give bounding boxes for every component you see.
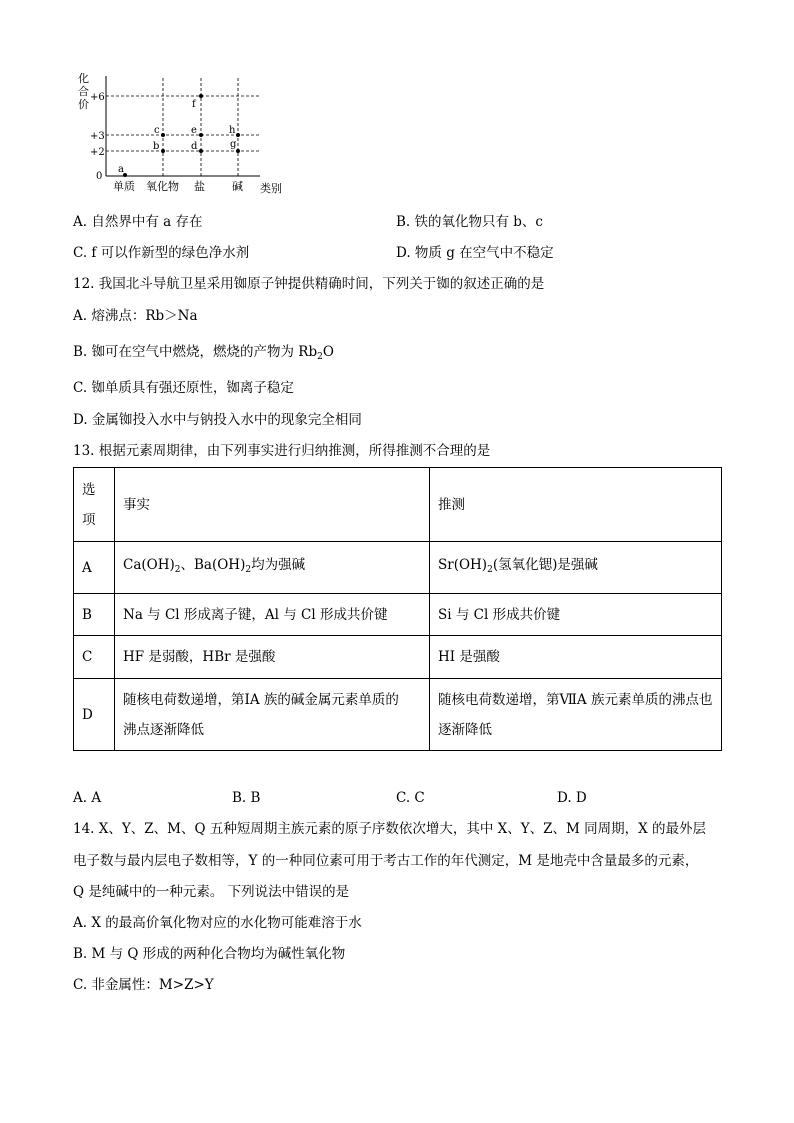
row-d-fact-line2: 沸点逐渐降低 — [123, 721, 204, 738]
row-a-guess — [430, 542, 722, 594]
q13-stem: 13. 根据元素周期律，由下列事实进行归纳推测，所得推测不合理的是 — [73, 443, 491, 459]
row-c-guess: HI 是强酸 — [430, 636, 722, 679]
point-g — [236, 149, 240, 153]
q11-option-b: B. 铁的氧化物只有 b、c — [396, 214, 543, 230]
y-tick-plus6: +6 — [90, 92, 105, 103]
table-row-d — [74, 679, 722, 751]
header-option-line1: 选 — [82, 481, 96, 498]
row-a-fact-sub1: 2 — [174, 565, 181, 575]
table-row-c — [74, 636, 722, 679]
row-c-fact: HF 是弱酸，HBr 是强酸 — [115, 636, 430, 679]
y-tick-plus2: +2 — [90, 147, 105, 158]
iron-valence-category-diagram — [70, 68, 290, 196]
point-f — [199, 94, 203, 98]
row-a-guess-part1: Sr(OH) — [438, 557, 488, 573]
point-d — [199, 149, 203, 153]
header-option — [74, 468, 115, 542]
rb2o-main: Rb — [298, 344, 318, 360]
header-guess: 推测 — [430, 468, 722, 542]
row-a-fact-part2: 、Ba(OH) — [180, 557, 246, 573]
row-a-fact-part1: Ca(OH) — [123, 557, 175, 573]
row-c-label: C — [74, 636, 115, 679]
y-axis-title-3: 价 — [78, 98, 89, 111]
point-label-b: b — [153, 141, 160, 152]
q13-option-d: D. D — [557, 790, 587, 806]
q14-option-a: A. X 的最高价氧化物对应的水化物可能难溶于水 — [73, 915, 362, 931]
q13-option-a: A. A — [73, 790, 102, 806]
x-tick-oxide: 氧化物 — [146, 180, 179, 193]
point-label-a: a — [118, 164, 124, 175]
row-d-guess — [430, 679, 722, 751]
q11-option-d: D. 物质 g 在空气中不稳定 — [396, 245, 554, 261]
x-tick-base: 碱 — [232, 180, 243, 193]
q13-option-c: C. C — [396, 790, 425, 806]
table-row-header — [74, 468, 722, 542]
row-a-guess-sub: 2 — [487, 565, 493, 575]
q14-stem-line3: Q 是纯碱中的一种元素。 下列说法中错误的是 — [73, 884, 350, 900]
row-a-guess-part2: (氢氧化锶)是强碱 — [492, 557, 598, 573]
row-d-fact-line1: 随核电荷数递增，第ⅠA 族的碱金属元素单质的 — [123, 691, 399, 708]
q14-stem-line2: 电子数与最内层电子数相等，Y 的一种同位素可用于考古工作的年代测定，M 是地壳中含量最多的元素， — [73, 853, 699, 869]
row-a-fact-part3: 均为强碱 — [251, 557, 306, 573]
q12-option-b-text: B. 铷可在空气中燃烧，燃烧的产物为 — [73, 344, 299, 360]
row-d-label: D — [74, 679, 115, 751]
q14-stem-line1: 14. X、Y、Z、M、Q 五种短周期主族元素的原子序数依次增大，其中 X、Y、Z、M 同周期，X 的最外层 — [73, 821, 707, 837]
point-c — [161, 133, 165, 137]
q12-option-b — [73, 342, 334, 367]
table-row-b — [74, 594, 722, 636]
q12-option-c: C. 铷单质具有强还原性，铷离子稳定 — [73, 380, 294, 396]
x-axis-title: 类别 — [260, 182, 282, 195]
rb2o-formula — [298, 344, 334, 360]
x-tick-salt: 盐 — [194, 180, 205, 193]
q12-stem: 12. 我国北斗导航卫星采用铷原子钟提供精确时间，下列关于铷的叙述正确的是 — [73, 276, 545, 292]
y-tick-zero: 0 — [96, 171, 103, 182]
header-option-line2: 项 — [82, 511, 96, 528]
row-b-label: B — [74, 594, 115, 636]
point-label-g: g — [230, 139, 237, 150]
point-b — [161, 149, 165, 153]
y-tick-plus3: +3 — [90, 131, 105, 142]
point-label-d: d — [191, 141, 198, 152]
header-fact: 事实 — [115, 468, 430, 542]
x-tick-element: 单质 — [113, 180, 135, 193]
q13-table — [73, 467, 722, 751]
point-e — [199, 133, 203, 137]
point-h — [236, 133, 240, 137]
table-row-a — [74, 542, 722, 594]
row-b-guess: Si 与 Cl 形成共价键 — [430, 594, 722, 636]
point-label-f: f — [192, 99, 196, 110]
y-axis-title-1: 化 — [78, 72, 89, 85]
row-d-guess-line2: 逐渐降低 — [438, 721, 492, 738]
q13-option-b: B. B — [232, 790, 261, 806]
q11-option-c: C. f 可以作新型的绿色净水剂 — [73, 245, 250, 261]
row-b-fact: Na 与 Cl 形成离子键，Al 与 Cl 形成共价键 — [115, 594, 430, 636]
q14-option-c: C. 非金属性：M>Z>Y — [73, 977, 214, 993]
q11-option-a: A. 自然界中有 a 存在 — [73, 214, 203, 230]
q14-option-b: B. M 与 Q 形成的两种化合物均为碱性氧化物 — [73, 946, 346, 962]
point-label-h: h — [229, 125, 236, 136]
rb2o-subscript: 2 — [317, 352, 323, 362]
row-a-fact — [115, 542, 430, 594]
q12-option-a: A. 熔沸点：Rb＞Na — [73, 308, 198, 324]
y-axis-title-2: 合 — [78, 85, 89, 98]
row-a-fact-sub2: 2 — [245, 565, 252, 575]
row-d-fact — [115, 679, 430, 751]
row-a-label: A — [74, 542, 115, 594]
point-label-e: e — [191, 125, 197, 136]
q12-option-d: D. 金属铷投入水中与钠投入水中的现象完全相同 — [73, 412, 362, 428]
rb2o-tail: O — [322, 344, 334, 360]
row-d-guess-line1: 随核电荷数递增，第ⅦA 族元素单质的沸点也 — [438, 691, 713, 708]
point-label-c: c — [154, 125, 160, 136]
